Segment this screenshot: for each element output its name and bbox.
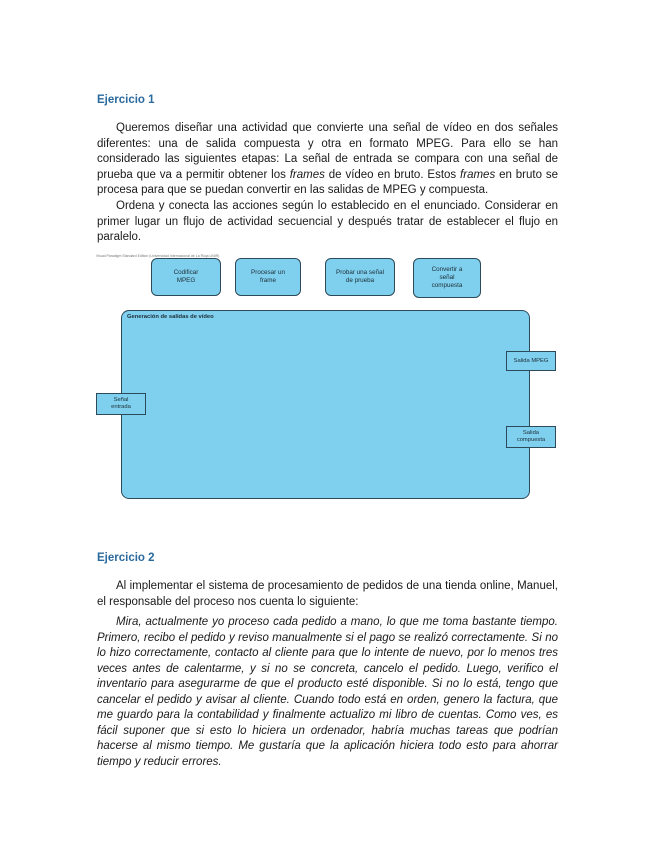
- exercise-1-heading: Ejercicio 1: [97, 94, 155, 106]
- action-4-line-1: Convertir a: [431, 266, 463, 273]
- pin-in-line-1: Señal: [113, 397, 129, 403]
- action-1-line-2: MPEG: [176, 277, 196, 284]
- exercise-1-paragraph-2: Ordena y conecta las acciones según lo establecido en el enunciado. Considerar en primer lugar un flujo de actividad secuencial y después tratar de establecer el flujo en paralelo.: [97, 200, 558, 243]
- action-3-line-2: de prueba: [345, 277, 375, 284]
- pin-comp-line-1: Salida: [522, 430, 540, 436]
- exercise-2-paragraph-2: Mira, actualmente yo proceso cada pedido a mano, lo que me toma bastante tiempo. Primero, recibo el pedido y reviso manualmente si el pago se realizó correctamente. Si no lo hizo correctamente, contacto al cliente para que lo intente de nuevo, por lo menos tres veces antes de calentarme, y si no se concreta, cancelo el pedido. Luego, verifico el inventario para asegurarme de que el producto esté disponible. Si no lo está, tengo que cancelar el pedido y avisar al cliente. Cuando todo está en orden, genero la factura, que me guardo para la contabilidad y finalmente actualizo mi libro de cuentas. Como ves, es fácil suponer que si esto lo hiciera un ordenador, habría muchas tareas que podrían hacerse al mismo tiempo. Me gustaría que la aplicación hiciera todo esto para ahorrar tiempo y reducir errores.: [97, 616, 558, 768]
- exercise-2-paragraph-1: Al implementar el sistema de procesamiento de pedidos de una tienda online, Manuel, el responsable del proceso nos cuenta lo siguiente:: [97, 580, 558, 608]
- pin-mpeg-label: Salida MPEG: [513, 357, 549, 364]
- pin-salida-compuesta[interactable]: [506, 426, 556, 448]
- action-4-line-3: compuesta: [431, 282, 463, 289]
- p1-text-c: en bruto se procesa para que se puedan convertir en las salidas de MPEG y compuesta.: [97, 168, 558, 196]
- p1-text-b: de vídeo en bruto. Estos: [324, 168, 461, 181]
- pin-in-line-2: entrada: [111, 404, 131, 410]
- diagram-caption: Visual Paradigm Standard Edition (Universidad Internacional de La Rioja UNIR): [96, 254, 220, 258]
- action-3-line-1: Probar una señal: [336, 269, 384, 276]
- p1-frames-2: frames: [460, 168, 496, 181]
- exercise-2-heading: Ejercicio 2: [97, 552, 155, 564]
- region-title: Generación de salidas de vídeo: [127, 314, 214, 320]
- action-convertir-compuesta[interactable]: [413, 258, 481, 298]
- action-codificar-mpeg[interactable]: [151, 258, 221, 296]
- pin-comp-line-2: compuesta: [516, 437, 546, 443]
- exercise-1-paragraph-1: [97, 121, 558, 199]
- action-2-line-1: Procesar un: [251, 269, 285, 276]
- action-2-line-2: frame: [259, 277, 277, 284]
- p1-frames-1: frames: [289, 168, 325, 181]
- pin-salida-mpeg[interactable]: [506, 351, 556, 371]
- activity-diagram: [96, 254, 560, 504]
- action-1-line-1: Codificar: [173, 269, 199, 276]
- action-4-line-2: señal: [439, 274, 455, 281]
- action-probar-senal[interactable]: [325, 258, 395, 296]
- action-procesar-frame[interactable]: [235, 258, 301, 296]
- p1-text-a: Queremos diseñar una actividad que convierte una señal de vídeo en dos señales diferentes: una de salida compuesta y otra en formato MPEG. Para ello se han considerado las siguientes etapas: La señal de entrada se compara con una señal de prueba que va a permitir obtener los: [97, 122, 558, 181]
- activity-region[interactable]: [121, 310, 530, 499]
- pin-senal-entrada[interactable]: [96, 393, 146, 415]
